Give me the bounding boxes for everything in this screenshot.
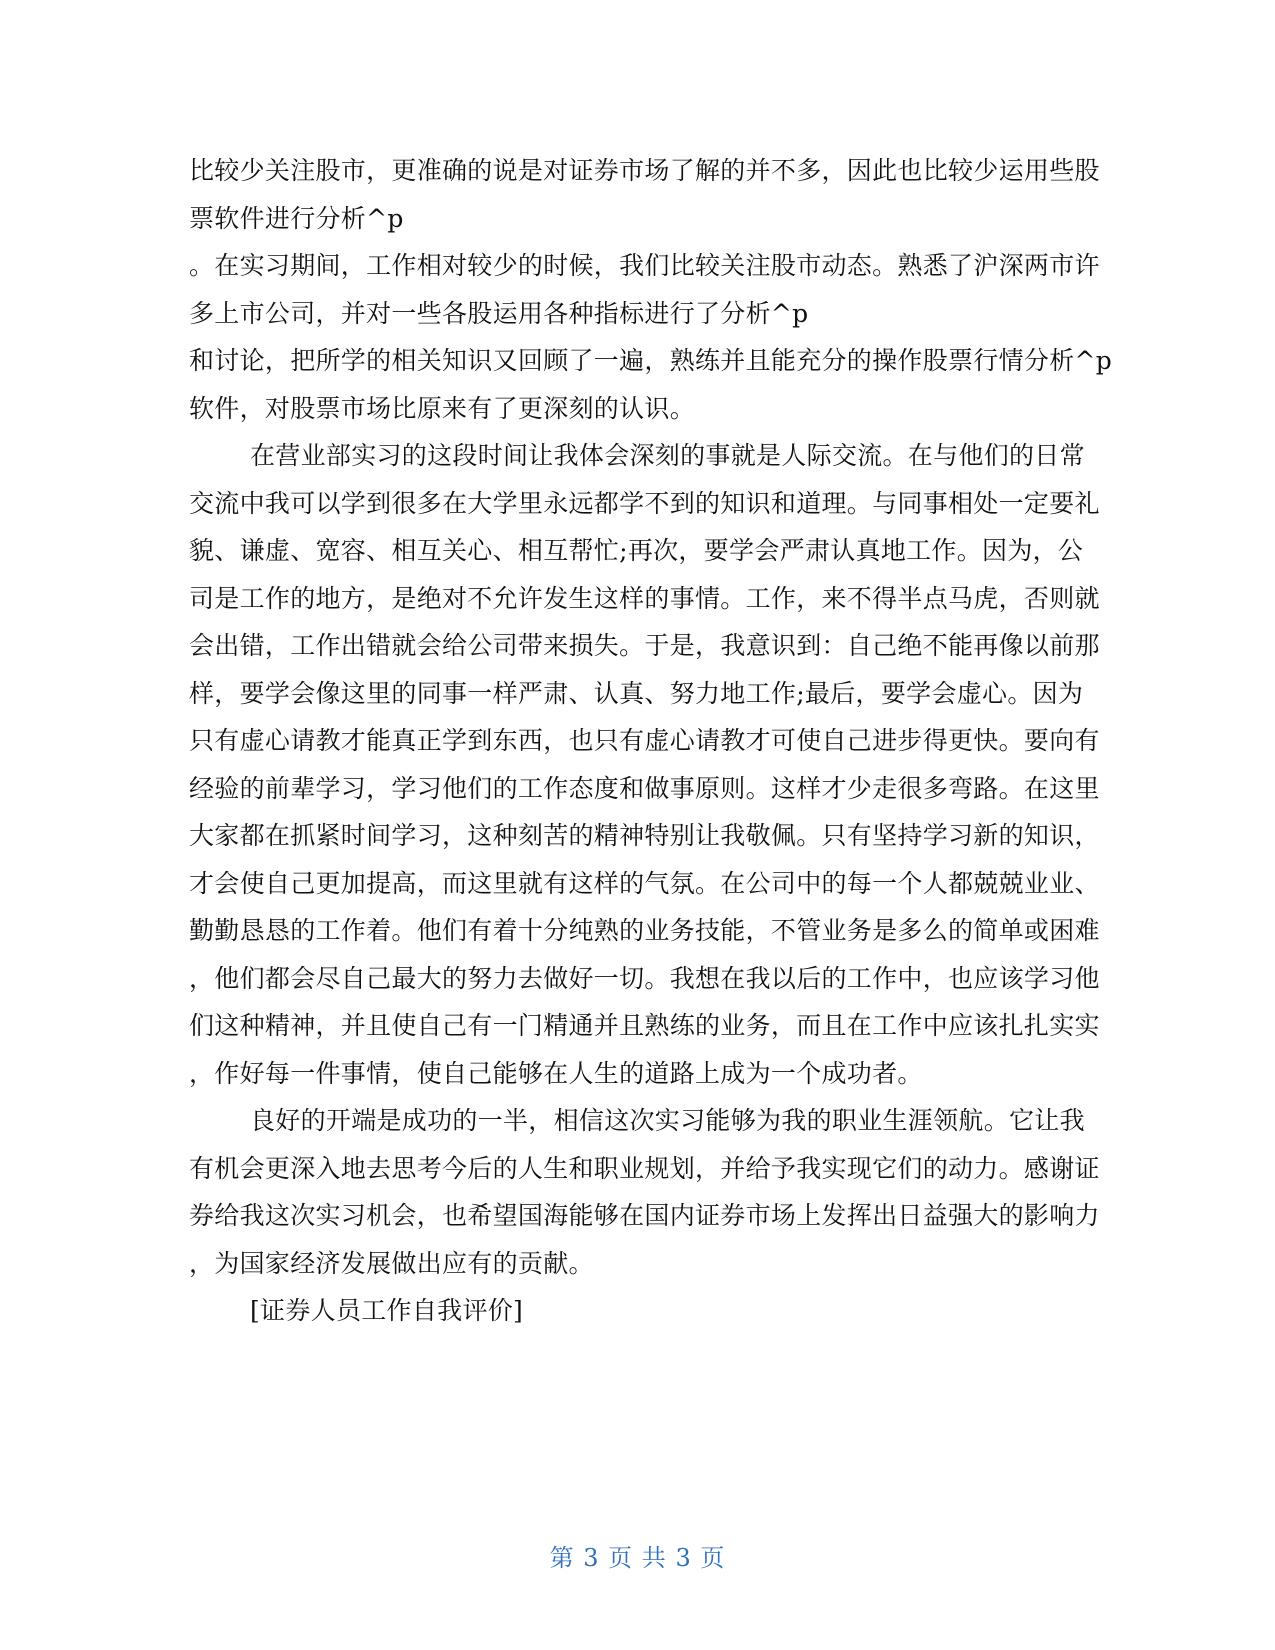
text-line: 票软件进行分析^p [189,203,404,233]
text-line: 良好的开端是成功的一半，相信这次实习能够为我的职业生涯领航。它让我 [250,1106,1085,1135]
text-line: 。在实习期间，工作相对较少的时候，我们比较关注股市动态。熟悉了沪深两市许 [189,251,1100,280]
text-line: 有机会更深入地去思考今后的人生和职业规划，并给予我实现它们的动力。感谢证 [189,1153,1100,1183]
page-footer [0,1538,1275,1573]
text-line: 貌、谦虚、宽容、相互关心、相互帮忙;再次，要学会严肃认真地工作。因为，公 [189,536,1084,565]
text-line: 在营业部实习的这段时间让我体会深刻的事就是人际交流。在与他们的日常 [250,441,1085,470]
text-line: ，作好每一件事情，使自己能够在人生的道路上成为一个成功者。 [189,1058,923,1088]
document-body [189,147,1113,1335]
text-line: 软件，对股票市场比原来有了更深刻的认识。 [189,393,696,423]
text-line: 会出错，工作出错就会给公司带来损失。于是，我意识到：自己绝不能再像以前那 [189,631,1100,660]
text-line: 交流中我可以学到很多在大学里永远都学不到的知识和道理。与同事相处一定要礼 [189,488,1100,518]
text-line: 只有虚心请教才能真正学到东西，也只有虚心请教才可使自己进步得更快。要向有 [189,726,1100,755]
text-line: 样，要学会像这里的同事一样严肃、认真、努力地工作;最后，要学会虚心。因为 [189,678,1084,708]
text-line: ，为国家经济发展做出应有的贡献。 [189,1248,594,1278]
text-line: 司是工作的地方，是绝对不允许发生这样的事情。工作，来不得半点马虎，否则就 [189,583,1100,613]
text-line: ，他们都会尽自己最大的努力去做好一切。我想在我以后的工作中，也应该学习他 [189,963,1100,993]
text-line: 经验的前辈学习，学习他们的工作态度和做事原则。这样才少走很多弯路。在这里 [189,773,1100,803]
text-line: 券给我这次实习机会，也希望国海能够在国内证券市场上发挥出日益强大的影响力 [189,1201,1100,1230]
text-line: 比较少关注股市，更准确的说是对证券市场了解的并不多，因此也比较少运用些股 [189,156,1100,185]
page-number-label: 第 3 页 共 3 页 [549,1544,726,1572]
text-line: [证券人员工作自我评价] [250,1296,524,1325]
text-line: 大家都在抓紧时间学习，这种刻苦的精神特别让我敬佩。只有坚持学习新的知识， [189,821,1100,850]
text-line: 多上市公司，并对一些各股运用各种指标进行了分析^p [189,298,809,328]
text-line: 和讨论，把所学的相关知识又回顾了一遍，熟练并且能充分的操作股票行情分析^p [189,346,1113,375]
text-line: 勤勤恳恳的工作着。他们有着十分纯熟的业务技能，不管业务是多么的简单或困难 [189,916,1100,945]
text-line: 才会使自己更加提高，而这里就有这样的气氛。在公司中的每一个人都兢兢业业、 [189,868,1100,898]
text-line: 们这种精神，并且使自己有一门精通并且熟练的业务，而且在工作中应该扎扎实实 [189,1011,1100,1040]
